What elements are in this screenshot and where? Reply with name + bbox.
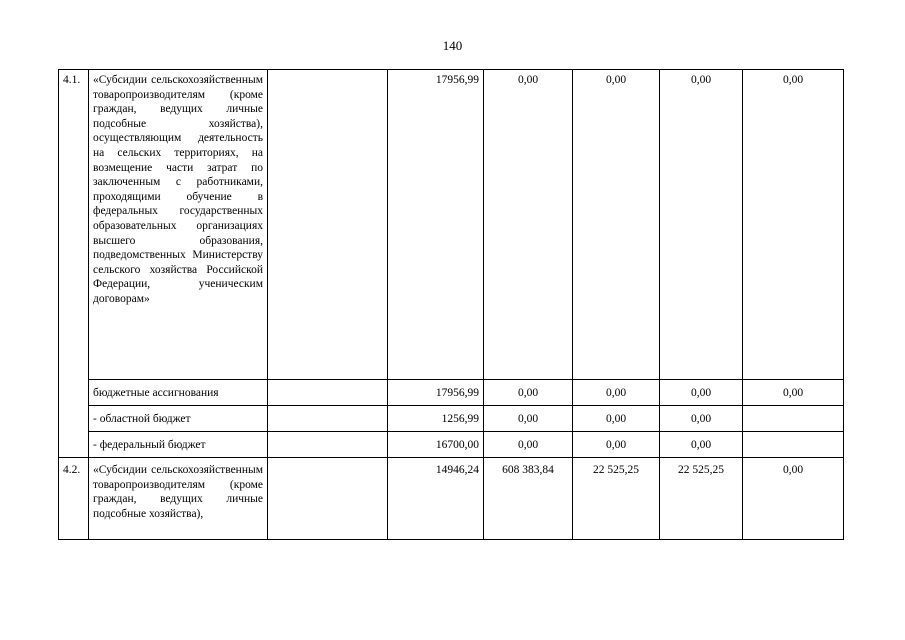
value-cell: 16700,00: [388, 432, 484, 458]
value-cell: 0,00: [484, 70, 573, 380]
row-number: 4.2.: [59, 458, 89, 540]
value-cell: 0,00: [573, 70, 660, 380]
page-number: 140: [442, 38, 463, 53]
value-cell: 22 525,25: [573, 458, 660, 540]
value-cell: [743, 432, 844, 458]
empty-cell: [268, 458, 388, 540]
value-cell: 0,00: [660, 432, 743, 458]
table-row: [59, 458, 844, 540]
table-row: [59, 432, 844, 458]
row-label: - федеральный бюджет: [89, 432, 268, 458]
row-description: «Субсидии сельскохозяйственным товаропроизводителям (кроме граждан, ведущих личные подсобные хозяйства),: [89, 458, 268, 540]
empty-cell: [268, 380, 388, 406]
value-cell: 0,00: [573, 432, 660, 458]
value-cell: 0,00: [573, 406, 660, 432]
value-cell: 0,00: [743, 380, 844, 406]
row-label: бюджетные ассигнования: [89, 380, 268, 406]
table-row: [59, 380, 844, 406]
value-cell: 0,00: [743, 70, 844, 380]
value-cell: 0,00: [660, 380, 743, 406]
value-cell: 608 383,84: [484, 458, 573, 540]
value-cell: 0,00: [573, 380, 660, 406]
row-description: «Субсидии сельскохозяйственным товаропроизводителям (кроме граждан, ведущих личные подсобные хозяйства), осуществляющим деятельность на сельских территориях, на возмещение части затрат по заключенным с работниками, проходящими обучение в федеральных государственных образовательных организациях высшего образования, подведомственных Министерству сельского хозяйства Российской Федерации, ученическим договорам»: [89, 70, 268, 380]
value-cell: 14946,24: [388, 458, 484, 540]
empty-cell: [268, 406, 388, 432]
value-cell: 0,00: [484, 406, 573, 432]
value-cell: 0,00: [484, 380, 573, 406]
value-cell: 0,00: [660, 70, 743, 380]
row-label: - областной бюджет: [89, 406, 268, 432]
budget-table: [58, 69, 844, 540]
table-row: [59, 70, 844, 380]
value-cell: 17956,99: [388, 380, 484, 406]
row-number: 4.1.: [59, 70, 89, 458]
value-cell: 17956,99: [388, 70, 484, 380]
empty-cell: [268, 432, 388, 458]
value-cell: 0,00: [743, 458, 844, 540]
value-cell: 1256,99: [388, 406, 484, 432]
value-cell: 0,00: [660, 406, 743, 432]
value-cell: 0,00: [484, 432, 573, 458]
value-cell: 22 525,25: [660, 458, 743, 540]
table-row: [59, 406, 844, 432]
value-cell: [743, 406, 844, 432]
empty-cell: [268, 70, 388, 380]
